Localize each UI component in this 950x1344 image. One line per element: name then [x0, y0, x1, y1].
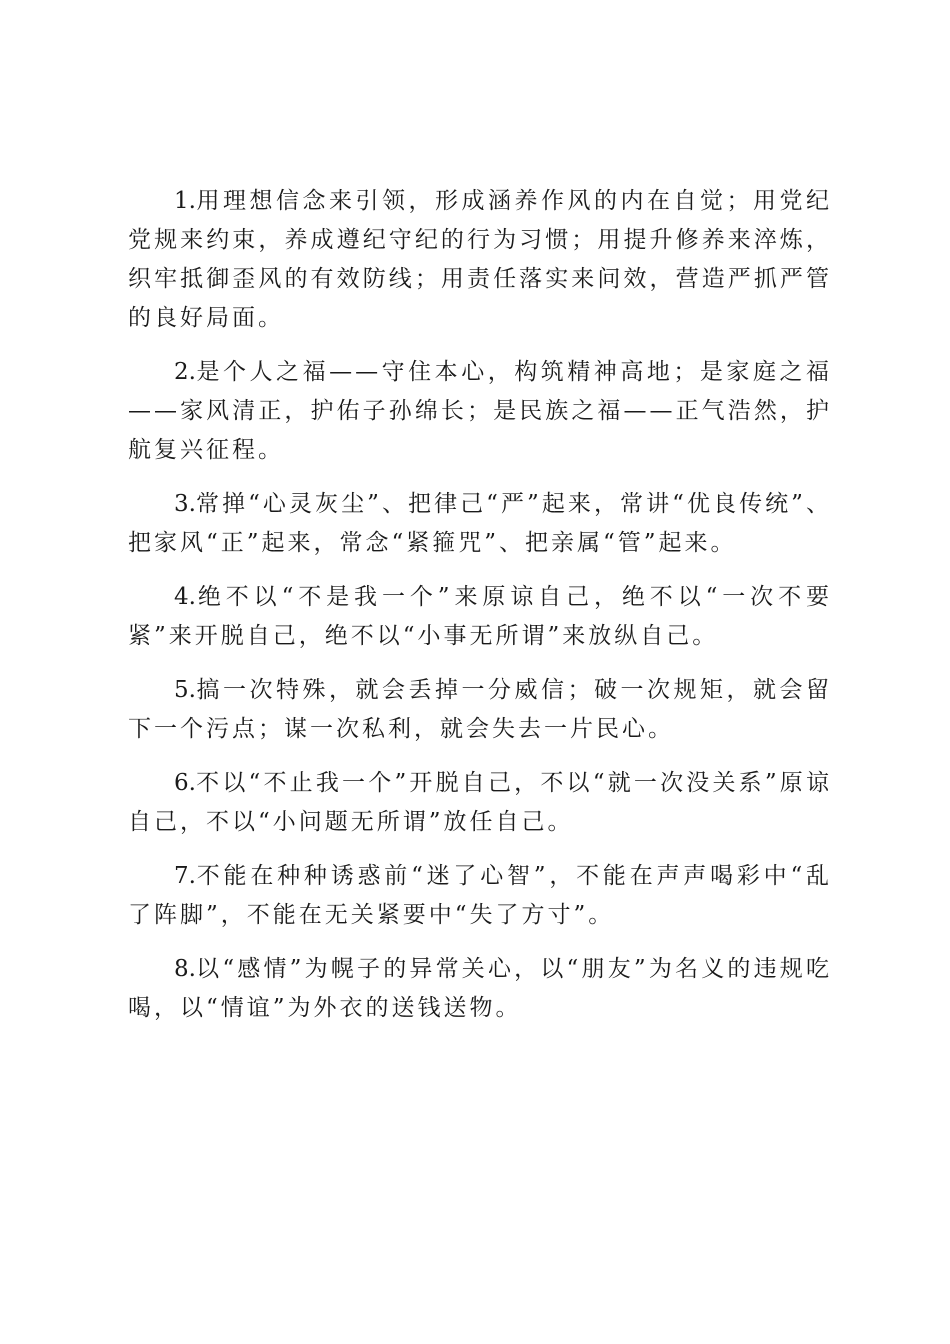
paragraph-2	[128, 353, 832, 470]
paragraph-text: 不以“不止我一个”开脱自己，不以“就一次没关系”原谅自己，不以“小问题无所谓”放任自己。	[128, 770, 832, 835]
paragraph-text: 用理想信念来引领，形成涵养作风的内在自觉；用党纪党规来约束，养成遵纪守纪的行为习惯；用提升修养来淬炼，织牢抵御歪风的有效防线；用责任落实来问效，营造严抓严管的良好局面。	[128, 188, 832, 331]
paragraph-number: 2.	[174, 359, 196, 385]
document-body	[128, 182, 832, 1043]
paragraph-text: 搞一次特殊，就会丢掉一分威信；破一次规矩，就会留下一个污点；谋一次私利，就会失去一片民心。	[128, 677, 832, 742]
paragraph-number: 4.	[174, 584, 196, 610]
paragraph-3	[128, 485, 832, 563]
paragraph-number: 5.	[174, 677, 196, 703]
paragraph-6	[128, 764, 832, 842]
paragraph-5	[128, 671, 832, 749]
paragraph-text: 常掸“心灵灰尘”、把律己“严”起来，常讲“优良传统”、把家风“正”起来，常念“紧箍咒”、把亲属“管”起来。	[128, 491, 832, 556]
paragraph-1	[128, 182, 832, 338]
paragraph-text: 不能在种种诱惑前“迷了心智”，不能在声声喝彩中“乱了阵脚”，不能在无关紧要中“失了方寸”。	[128, 863, 832, 928]
paragraph-4	[128, 578, 832, 656]
paragraph-number: 8.	[174, 956, 196, 982]
paragraph-number: 6.	[174, 770, 196, 796]
paragraph-7	[128, 857, 832, 935]
paragraph-number: 1.	[174, 188, 196, 214]
paragraph-8	[128, 950, 832, 1028]
paragraph-text: 绝不以“不是我一个”来原谅自己，绝不以“一次不要紧”来开脱自己，绝不以“小事无所谓”来放纵自己。	[128, 584, 832, 649]
paragraph-text: 以“感情”为幌子的异常关心，以“朋友”为名义的违规吃喝，以“情谊”为外衣的送钱送物。	[128, 956, 832, 1021]
paragraph-text: 是个人之福——守住本心，构筑精神高地；是家庭之福——家风清正，护佑子孙绵长；是民族之福——正气浩然，护航复兴征程。	[128, 359, 832, 463]
paragraph-number: 7.	[174, 863, 196, 889]
paragraph-number: 3.	[174, 491, 196, 517]
